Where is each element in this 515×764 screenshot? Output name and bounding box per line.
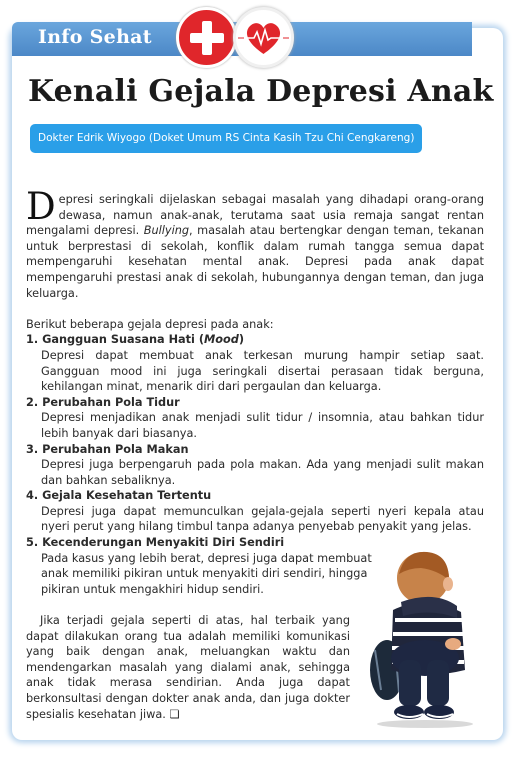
medical-cross-icon [176, 7, 237, 68]
list-item-title: 3. Perubahan Pola Makan [26, 442, 189, 456]
section-title: Info Sehat [38, 26, 152, 48]
heartbeat-icon [233, 7, 294, 68]
list-item-desc: Depresi dapat membuat anak terkesan murung hampir setiap saat. Gangguan mood ini juga seringkali disertai perasaan tidak berguna, kehilangan minat, menarik diri dari pergaulan dan keluarga. [41, 348, 484, 394]
sad-child-illustration [365, 540, 485, 730]
list-item-title: 2. Perubahan Pola Tidur [26, 395, 180, 409]
page-title: Kenali Gejala Depresi Anak [28, 74, 494, 109]
list-item-title: 1. Gangguan Suasana Hati (Mood) [26, 333, 245, 347]
end-mark: ❏ [169, 707, 180, 721]
list-item-desc: Depresi juga dapat memunculkan gejala-gejala seperti nyeri kepala atau nyeri perut yang hilang timbul tanpa adanya penyebab penyakit yang jelas. [41, 504, 484, 534]
list-item-title: 4. Gejala Kesehatan Tertentu [26, 489, 212, 503]
list-intro: Berikut beberapa gejala depresi pada anak: [26, 317, 274, 331]
list-item-title: 5. Kecenderungan Menyakiti Diri Sendiri [26, 536, 285, 550]
list-item-desc: Depresi menjadikan anak menjadi sulit tidur / insomnia, atau bahkan tidur lebih banyak dari biasanya. [41, 411, 484, 440]
list-item-desc: Pada kasus yang lebih berat, depresi juga dapat membuat anak memiliki pikiran untuk menyakiti diri sendiri, hingga pikiran untuk mengakhiri hidup sendiri. [41, 551, 372, 596]
closing-paragraph: Jika terjadi gejala seperti di atas, hal terbaik yang dapat dilakukan orang tua adalah memiliki komunikasi yang baik dengan anak, meluangkan waktu dan mendengarkan masalah yang dialami anak, sehingga anak tidak merasa sendirian. Anda juga dapat berkonsultasi dengan dokter anak anda, dan juga dokter spesialis kesehatan jiwa. ❏ [26, 614, 350, 721]
drop-cap: D [26, 185, 56, 228]
author-label: Dokter Edrik Wiyogo (Doket Umum RS Cinta Kasih Tzu Chi Cengkareng) [30, 124, 422, 153]
intro-paragraph: Depresi seringkali dijelaskan sebagai masalah yang dihadapi orang-orang dewasa, namun anak-anak, terutama saat usia remaja sangat rentan mengalami depresi. Bullying, masalah atau bertengkar dengan teman, tekanan untuk berprestasi di sekolah, konflik dalam rumah tangga semua dapat mempengaruhi kesehatan mental anak. Depresi pada anak dapat mempengaruhi prestasi anak di sekolah, hubungannya dengan teman, dan juga keluarga. [26, 185, 484, 300]
list-item-desc: Depresi juga berpengaruh pada pola makan. Ada yang menjadi sulit makan dan bahkan sebaliknya. [41, 458, 484, 487]
